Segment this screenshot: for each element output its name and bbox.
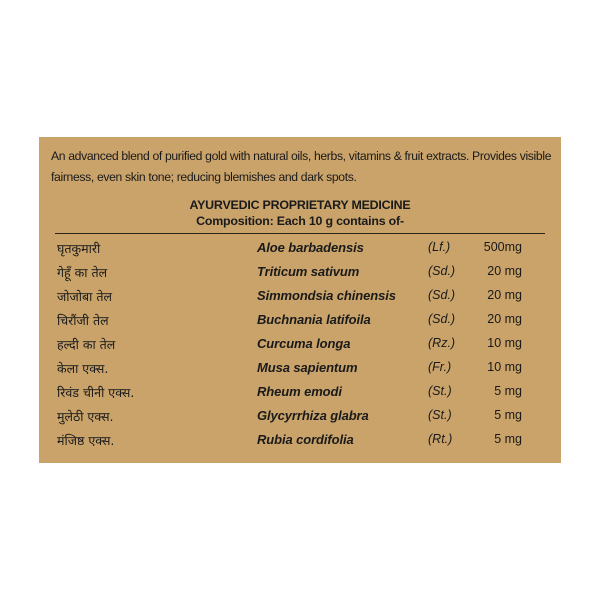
ingredient-row (39, 356, 561, 380)
ingredient-hindi-name: गेहूँ का तेल (57, 265, 108, 280)
ingredient-list (39, 236, 561, 452)
composition-heading: Composition: Each 10 g contains of- (196, 214, 404, 228)
ingredient-quantity: 10 mg (487, 360, 522, 374)
ingredient-hindi-name: मुलेठी एक्स. (57, 409, 114, 424)
ingredient-botanical-name: Rubia cordifolia (257, 432, 354, 447)
ingredient-quantity: 5 mg (494, 432, 522, 446)
ingredient-row (39, 308, 561, 332)
ingredient-plant-part: (St.) (428, 408, 452, 422)
ingredient-row (39, 404, 561, 428)
ingredient-botanical-name: Musa sapientum (257, 360, 358, 375)
ingredient-botanical-name: Buchnania latifoila (257, 312, 371, 327)
ingredient-hindi-name: चिरौंजी तेल (57, 313, 109, 328)
ingredient-plant-part: (Rt.) (428, 432, 453, 446)
ingredient-quantity: 500mg (483, 240, 522, 254)
ingredient-hindi-name: मंजिष्ठ एक्स. (57, 433, 115, 448)
ingredient-botanical-name: Simmondsia chinensis (257, 288, 396, 303)
ingredient-hindi-name: हल्दी का तेल (57, 337, 116, 352)
ingredient-plant-part: (Rz.) (428, 336, 456, 350)
ingredient-plant-part: (St.) (428, 384, 452, 398)
ingredient-botanical-name: Rheum emodi (257, 384, 342, 399)
ingredient-quantity: 5 mg (494, 408, 522, 422)
ingredient-row (39, 260, 561, 284)
ingredient-plant-part: (Sd.) (428, 264, 456, 278)
ingredient-botanical-name: Triticum sativum (257, 264, 360, 279)
ingredient-quantity: 20 mg (487, 288, 522, 302)
ingredient-hindi-name: जोजोबा तेल (57, 289, 112, 304)
product-label-panel (39, 137, 561, 463)
ingredient-plant-part: (Sd.) (428, 288, 456, 302)
ingredient-botanical-name: Curcuma longa (257, 336, 351, 351)
ingredient-hindi-name: रिवंड चीनी एक्स. (57, 385, 135, 400)
ingredient-quantity: 20 mg (487, 264, 522, 278)
medicine-type-heading: AYURVEDIC PROPRIETARY MEDICINE (189, 198, 411, 212)
ingredient-hindi-name: घृतकुमारी (57, 241, 101, 256)
ingredient-row (39, 236, 561, 260)
description-line: An advanced blend of purified gold with natural oils, herbs, vitamins & fruit extracts. Provides visible (51, 149, 552, 163)
ingredient-row (39, 332, 561, 356)
ingredient-plant-part: (Fr.) (428, 360, 452, 374)
ingredient-quantity: 5 mg (494, 384, 522, 398)
ingredient-quantity: 10 mg (487, 336, 522, 350)
ingredient-row (39, 428, 561, 452)
description-line: fairness, even skin tone; reducing blemishes and dark spots. (51, 170, 357, 184)
ingredient-row (39, 380, 561, 404)
product-description (51, 146, 556, 188)
ingredient-botanical-name: Aloe barbadensis (257, 240, 364, 255)
ingredient-plant-part: (Lf.) (428, 240, 451, 254)
ingredient-quantity: 20 mg (487, 312, 522, 326)
ingredient-plant-part: (Sd.) (428, 312, 456, 326)
ingredient-row (39, 284, 561, 308)
ingredient-hindi-name: केला एक्स. (57, 361, 109, 376)
heading-divider (55, 233, 545, 234)
ingredient-botanical-name: Glycyrrhiza glabra (257, 408, 369, 423)
